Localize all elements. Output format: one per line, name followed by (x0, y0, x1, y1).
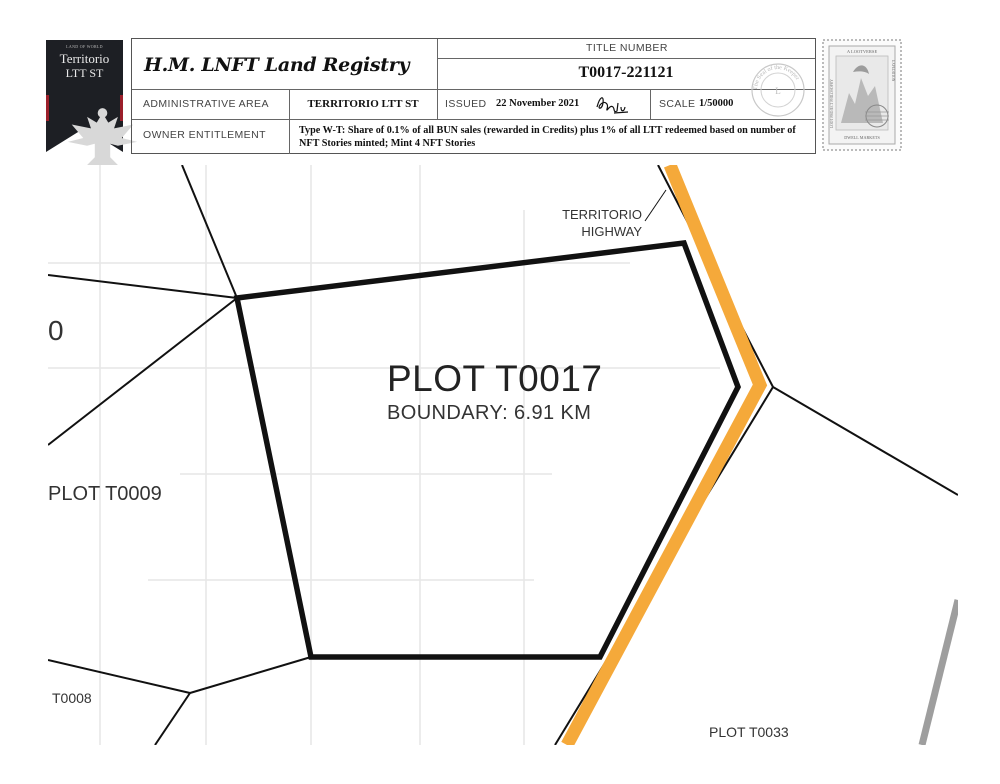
postage-stamp-artwork (821, 38, 903, 152)
plot-boundary-length: BOUNDARY: 6.91 KM (387, 402, 592, 424)
neighbor-plot-t0009: PLOT T0009 (48, 483, 162, 505)
stamp-bottom-text: DWELL MARKETS (844, 135, 880, 140)
neighbor-plot-t0033: PLOT T0033 (709, 724, 789, 740)
postage-stamp (821, 38, 903, 152)
stamp-top-text: A LOOTVERSE (846, 49, 878, 54)
owner-entitlement-text: Type W-T: Share of 0.1% of all BUN sales (rewarded in Credits) plus 1% of all LTT redeemed based on number of NFT Stories minted; Mint 4 NFT Stories (299, 125, 796, 149)
plot-map (48, 165, 958, 745)
signature-mark (594, 92, 630, 116)
registry-header-table (131, 38, 816, 154)
secondary-road (922, 600, 958, 745)
badge-code: LTT ST (65, 66, 104, 80)
scale-label: SCALE (659, 98, 696, 110)
highway-label (562, 206, 642, 240)
title-number: T0017-221121 (578, 64, 674, 81)
highway-label-line2: HIGHWAY (581, 224, 642, 239)
badge-name: Territorio (59, 51, 110, 66)
stamp-left-text: LOOT PROJECT PHILOSOPHY (830, 79, 834, 128)
plot-map-drawing (48, 165, 958, 745)
neighbor-plot-partial-label: 0 (48, 315, 64, 346)
plot-title: PLOT T0017 (387, 358, 603, 399)
svg-text:L: L (775, 86, 781, 96)
stamp-right-text: EXPEDITION (891, 60, 895, 82)
title-number-label: TITLE NUMBER (586, 42, 668, 54)
admin-area-label: ADMINISTRATIVE AREA (143, 98, 269, 110)
plot-t0017-boundary (237, 243, 738, 657)
territory-badge (46, 40, 123, 152)
registry-title: H.M. LNFT Land Registry (144, 54, 410, 76)
owner-entitlement-label: OWNER ENTITLEMENT (143, 129, 266, 141)
issued-date: 22 November 2021 (496, 98, 580, 109)
keeper-seal-stamp (749, 61, 807, 119)
issued-label: ISSUED (445, 98, 487, 110)
scale-value: 1/50000 (699, 98, 734, 109)
neighbor-plot-t0008: T0008 (52, 690, 92, 706)
admin-area-value: TERRITORIO LTT ST (307, 98, 419, 110)
badge-small-text: LAND OF WORLD (66, 44, 103, 49)
seal-text: The Seal of the Keeper (752, 64, 801, 91)
highway-label-line1: TERRITORIO (562, 207, 642, 222)
